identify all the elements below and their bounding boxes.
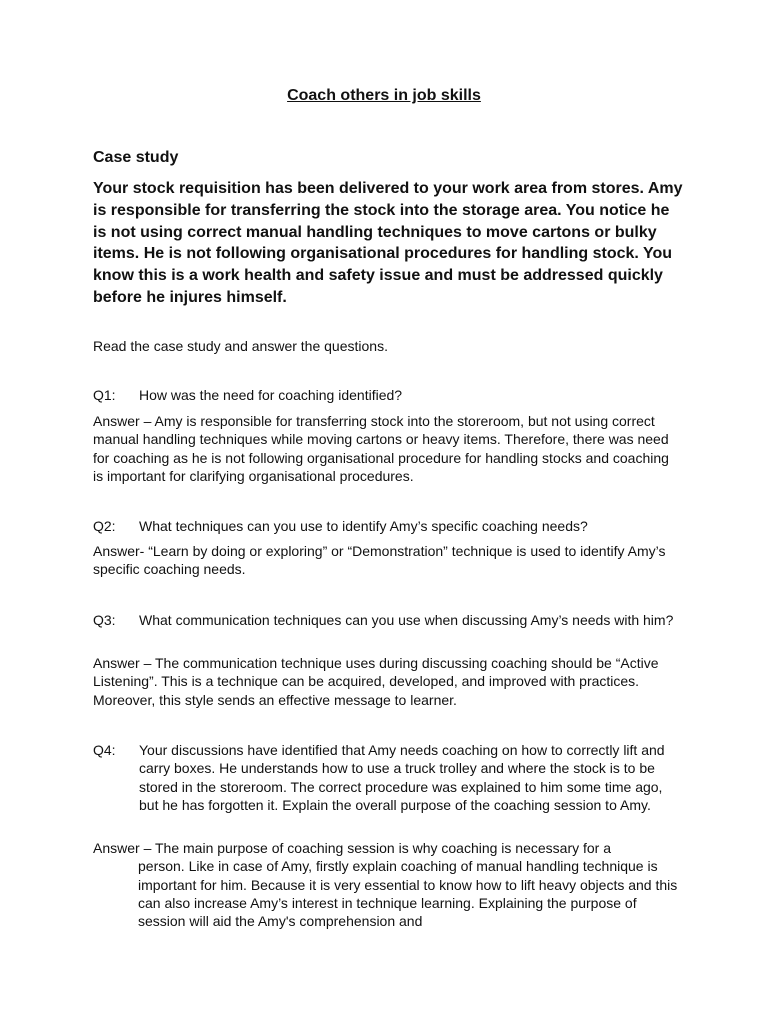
answer-2: Answer- “Learn by doing or exploring” or “Demonstration” technique is used to identify Amy’s specific coaching needs. [93, 543, 666, 578]
answer-1: Answer – Amy is responsible for transferring stock into the storeroom, but not using correct manual handling techniques while moving cartons or heavy items. Therefore, there was need for coaching as he is not following organisational procedure for handling stocks and coaching is important for clarifying organisational procedures. [93, 413, 669, 484]
answer-3: Answer – The communication technique uses during discussing coaching should be “Active Listening”. This is a technique can be acquired, developed, and improved with practices. Moreover, this style sends an effective message to learner. [93, 655, 659, 708]
question-1 [93, 386, 678, 404]
question-3-number: Q3: [93, 612, 116, 628]
answer-4 [93, 839, 678, 930]
question-3-text: What communication techniques can you use when discussing Amy’s needs with him? [139, 612, 674, 628]
answer-4-first-line: Answer – The main purpose of coaching session is why coaching is necessary for a [93, 840, 612, 856]
document-title: Coach others in job skills [287, 87, 481, 104]
case-study-body: Your stock requisition has been delivered to your work area from stores. Amy is responsible for transferring the stock into the storage area. You notice he is not using correct manual handling techniques to move cartons or bulky items. He is not following organisational procedures for handling stock. You know this is a work health and safety issue and must be addressed quickly before he injures himself. [93, 180, 683, 306]
answer-4-continuation: person. Like in case of Amy, firstly explain coaching of manual handling technique is important for him. Because it is very essential to know how to lift heavy objects and this can also increase Amy’s interest in technique learning. Explaining the purpose of session will aid the Amy's comprehension and [138, 858, 678, 930]
question-4 [93, 741, 678, 814]
case-study-heading: Case study [93, 149, 179, 166]
question-3 [93, 611, 678, 629]
question-2-text: What techniques can you use to identify Amy’s specific coaching needs? [139, 518, 588, 534]
question-1-text: How was the need for coaching identified? [139, 387, 403, 403]
question-2-number: Q2: [93, 518, 116, 534]
instruction-text: Read the case study and answer the questions. [93, 338, 388, 354]
question-4-text: Your discussions have identified that Amy needs coaching on how to correctly lift and carry boxes. He understands how to use a truck trolley and where the stock is to be stored in the storeroom. The correct procedure was explained to him some time ago, but he has forgotten it. Explain the overall purpose of the coaching session to Amy. [139, 742, 665, 813]
question-4-number: Q4: [93, 742, 116, 758]
question-1-number: Q1: [93, 387, 116, 403]
question-2 [93, 517, 678, 535]
